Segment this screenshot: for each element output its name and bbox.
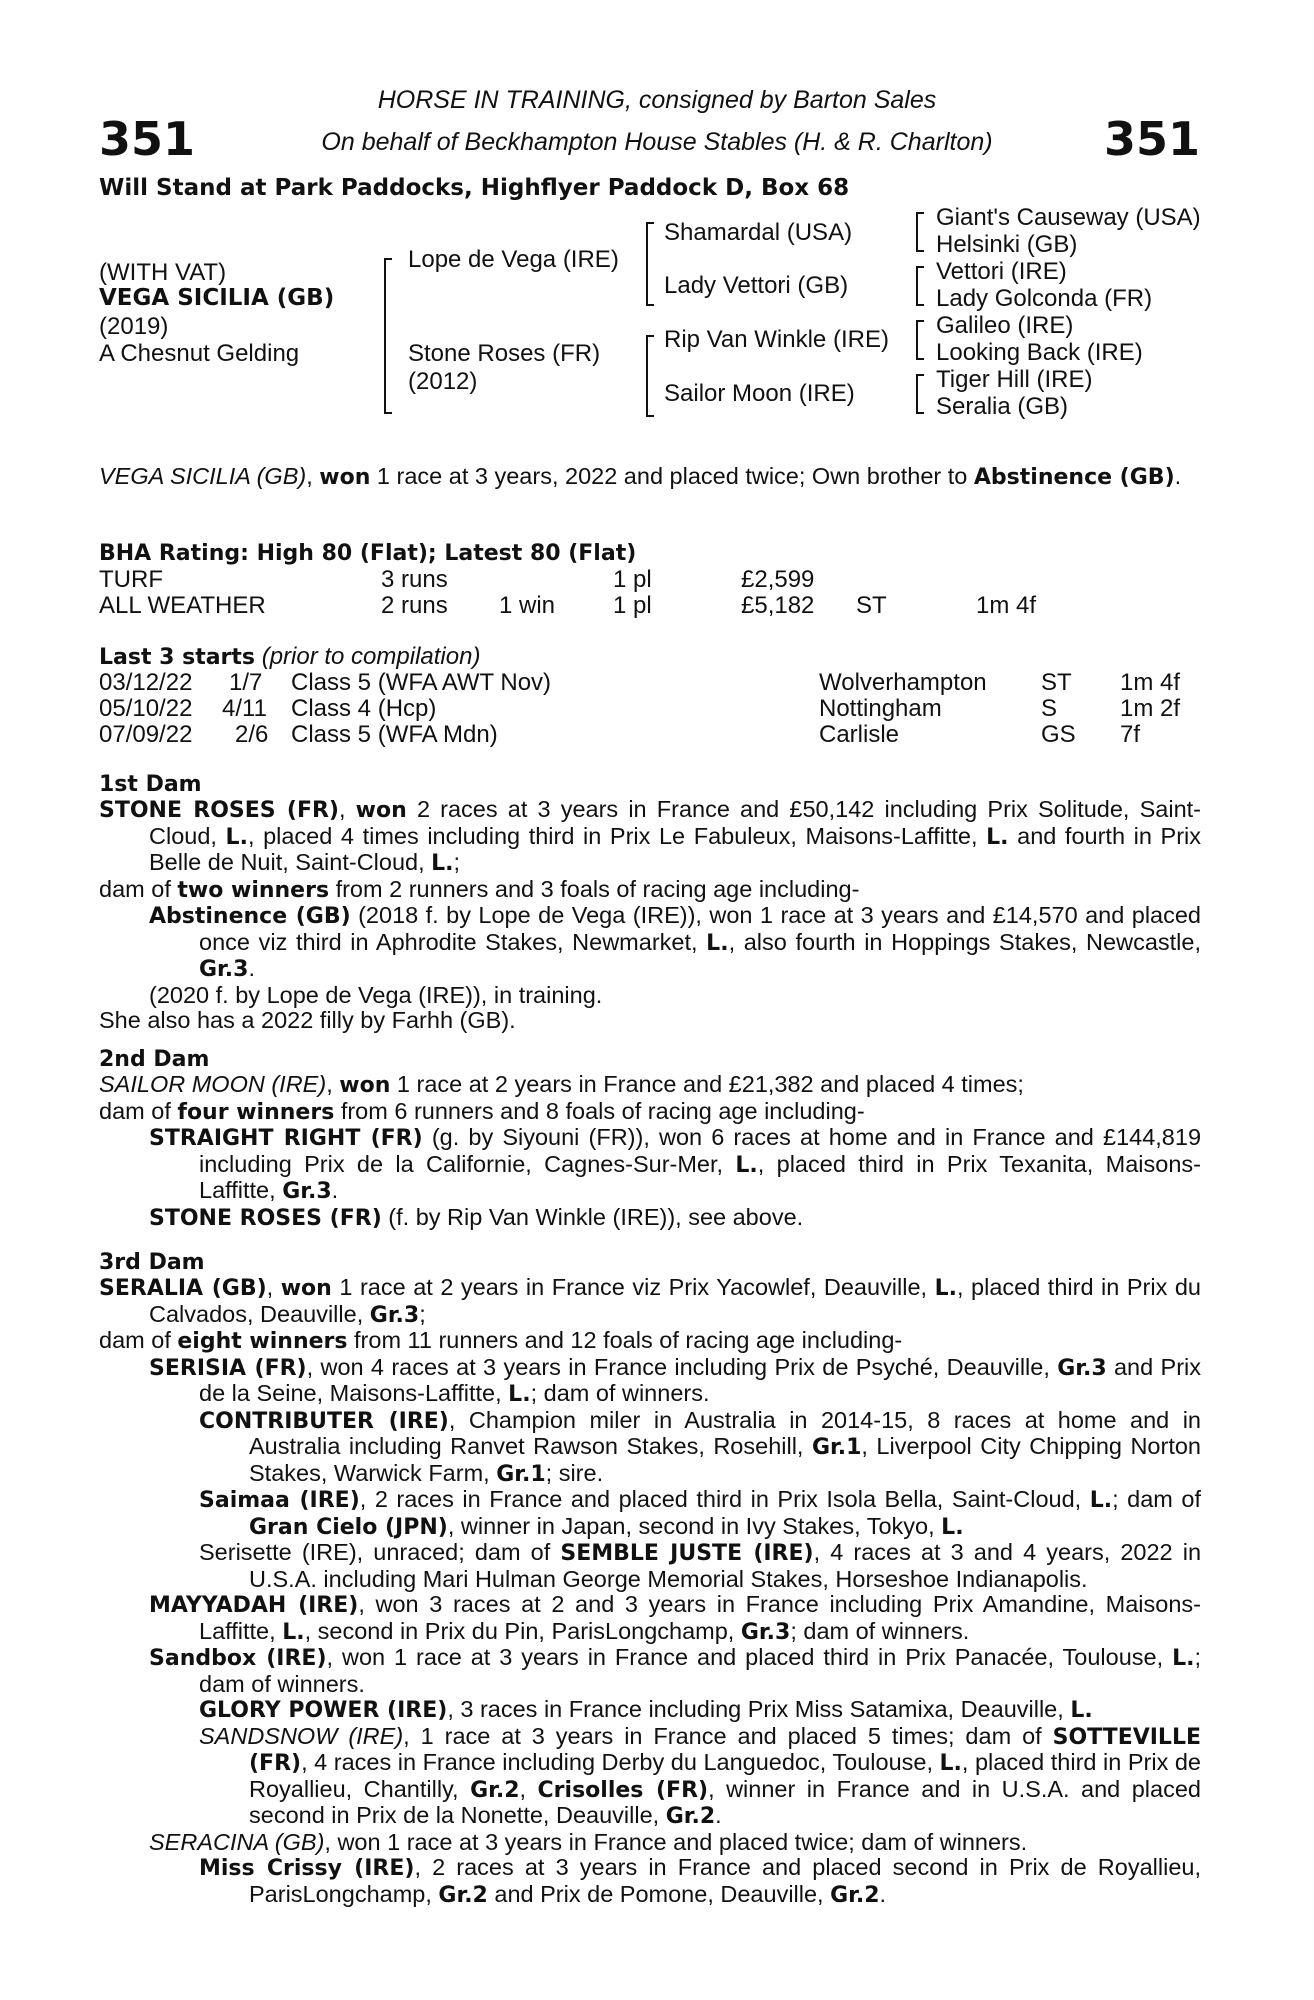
dam1-damof: dam of (99, 875, 171, 902)
group-mark: Gr.2 (438, 1882, 488, 1908)
group-mark: Gr.3 (199, 957, 249, 982)
dam3-section (99, 1275, 1201, 1908)
horse-name: VEGA SICILIA (GB) (99, 285, 335, 311)
dam2-damof: dam of (99, 1097, 171, 1124)
produce-text: , winner in Japan, second in Ivy Stakes, Tokyo, (447, 1512, 935, 1539)
produce-text: ; dam of winners. (530, 1380, 710, 1406)
listed-mark: L. (735, 1152, 758, 1178)
sire-name: Lope de Vega (IRE) (408, 246, 619, 273)
start-row (99, 695, 1209, 721)
produce-text: , 2 races at 3 years in France and placed second in Prix de Royallieu, ParisLongchamp, (249, 1854, 1201, 1907)
dam2-text: 1 race at 2 years in France and £21,382 and placed 4 times; (396, 1071, 1024, 1097)
dam1-title: 1st Dam (99, 772, 202, 797)
vat-note: (WITH VAT) (99, 259, 227, 286)
group-mark: Gr.3 (740, 1619, 791, 1645)
start-position: 1/7 (229, 669, 263, 696)
dam3-paragraph: SERALIA (GB), won 1 race at 2 years in France viz Prix Yacowlef, Deauville, L., placed third in Prix du Calvados, Deauville, Gr.3; (99, 1274, 1201, 1328)
dam1-produce-2: (2020 f. by Lope de Vega (IRE)), in training. (149, 981, 603, 1008)
sire-sire: Shamardal (USA) (664, 219, 853, 246)
dam1-text: from 2 runners and 3 foals of racing age including- (335, 875, 860, 902)
dam1-produce-line (99, 877, 1201, 904)
start-going: S (1041, 695, 1058, 722)
start-race: Class 5 (WFA AWT Nov) (291, 669, 552, 696)
sandbox-entry (149, 1645, 1201, 1697)
dam1-text: ; (453, 849, 461, 875)
dam2-name: SAILOR MOON (IRE) (99, 1071, 327, 1097)
dam-dam-sire: Tiger Hill (IRE) (936, 366, 1093, 393)
sire-sire-dam: Helsinki (GB) (936, 231, 1078, 258)
produce-name: CONTRIBUTER (IRE) (199, 1408, 449, 1434)
produce-name: Crisolles (FR) (537, 1777, 709, 1803)
produce-name: Sandbox (IRE) (149, 1646, 327, 1671)
start-course: Carlisle (819, 721, 900, 748)
serisia-entry (149, 1355, 1201, 1408)
stand-location: Will Stand at Park Paddocks, Highflyer Paddock D, Box 68 (99, 175, 850, 201)
rating-runs: 2 runs (381, 592, 448, 619)
dam3-winners: eight winners (177, 1329, 348, 1354)
start-race: Class 5 (WFA Mdn) (291, 721, 498, 748)
dam2-won: won (339, 1073, 391, 1098)
start-row (99, 721, 1209, 747)
rating-placed: 1 pl (613, 592, 652, 619)
dam-dam-dam: Seralia (GB) (936, 393, 1069, 420)
dam3-damof: dam of (99, 1327, 171, 1353)
listed-mark: L. (431, 851, 454, 876)
group-mark: Gr.3 (369, 1302, 420, 1328)
listed-mark: L. (1089, 1488, 1113, 1513)
dam2-section (99, 1072, 1201, 1231)
listed-mark: L. (1172, 1646, 1195, 1671)
listed-mark: L. (706, 930, 729, 956)
dam2-produce-1 (149, 1125, 1201, 1205)
start-race: Class 4 (Hcp) (291, 695, 437, 722)
produce-text: ; dam of (1112, 1486, 1201, 1512)
produce-text: , 4 races at 3 and 4 years, 2022 in U.S.A. including Mari Hulman George Memorial Stakes, Horseshoe Indianapolis. (249, 1539, 1202, 1592)
produce-name: GLORY POWER (IRE) (199, 1698, 448, 1723)
listed-mark: L. (282, 1619, 305, 1645)
produce-name: SANDSNOW (IRE) (199, 1722, 404, 1749)
pedigree-brace-6 (916, 320, 924, 360)
listed-mark: L. (941, 1514, 964, 1540)
rating-surface: TURF (99, 566, 163, 593)
produce-text: , 3 races in France including Prix Miss Satamixa, Deauville, (447, 1696, 1064, 1722)
rating-prize: £5,182 (741, 592, 815, 619)
sire-dam-sire: Vettori (IRE) (936, 258, 1067, 285)
produce-text: . (879, 1880, 887, 1907)
dam3-name: SERALIA (GB) (99, 1276, 267, 1301)
produce-text: . (248, 955, 255, 981)
rating-prize: £2,599 (741, 566, 815, 593)
produce-name: SEMBLE JUSTE (IRE) (560, 1541, 814, 1566)
pedigree-brace-5 (916, 266, 924, 306)
listed-mark: L. (934, 1276, 957, 1301)
pedigree-brace-4 (916, 212, 924, 252)
dam3-text: from 11 runners and 12 foals of racing age including- (354, 1327, 903, 1353)
rating-surface: ALL WEATHER (99, 592, 266, 619)
lot-number-left: 351 (99, 112, 196, 166)
listed-mark: L. (1070, 1698, 1093, 1723)
pedigree-brace-7 (916, 374, 924, 414)
produce-name: MAYYADAH (IRE) (149, 1593, 359, 1618)
produce-text: , winner in France and in U.S.A. and placed second in Prix de la Nonette, Deauville, (249, 1775, 1201, 1828)
produce-name: Gran Cielo (JPN) (249, 1514, 448, 1540)
dam3-text: ; (419, 1300, 426, 1327)
produce-text: (f. by Rip Van Winkle (IRE)), see above. (388, 1203, 804, 1230)
dam2-paragraph: SAILOR MOON (IRE), won 1 race at 2 years in France and £21,382 and placed 4 times; (99, 1071, 1024, 1098)
produce-text: , won 1 race at 3 years in France and placed third in Prix Panacée, Toulouse, (326, 1644, 1164, 1670)
dam3-text: 1 race at 2 years in France viz Prix Yacowlef, Deauville, (339, 1274, 928, 1300)
dam1-produce-1 (149, 903, 1201, 983)
produce-text: Serisette (IRE), unraced; dam of (199, 1539, 551, 1565)
produce-text: . (715, 1802, 722, 1828)
produce-text: , Liverpool City Chipping Norton Stakes, Warwick Farm, (249, 1433, 1201, 1486)
dam-sire-dam: Looking Back (IRE) (936, 339, 1143, 366)
start-course: Nottingham (819, 695, 942, 722)
listed-mark: L. (986, 824, 1009, 850)
dam-sire: Rip Van Winkle (IRE) (664, 326, 889, 353)
group-mark: Gr.2 (830, 1882, 880, 1908)
produce-text: ; sire. (545, 1459, 604, 1486)
start-position: 2/6 (235, 721, 269, 748)
dam1-text: , placed 4 times including third in Prix Le Fabuleux, Maisons-Laffitte, (247, 822, 978, 849)
dam3-title: 3rd Dam (99, 1250, 205, 1275)
rating-row-turf (99, 566, 1209, 592)
listed-mark: L. (508, 1382, 531, 1407)
group-mark: Gr.2 (470, 1777, 520, 1803)
start-row (99, 669, 1209, 695)
produce-text: (2018 f. by Lope de Vega (IRE)), won 1 race at 3 years and £14,570 and placed once viz third in Aphrodite Stakes, Newmarket, (199, 902, 1202, 955)
intro-won: won (319, 465, 371, 490)
stable-line: On behalf of Beckhampton House Stables (H. & R. Charlton) (321, 128, 993, 156)
produce-text: , (519, 1775, 527, 1802)
dam-sire-sire: Galileo (IRE) (936, 312, 1074, 339)
saimaa-entry (199, 1487, 1201, 1540)
produce-text: , Champion miler in Australia in 2014-15, 8 races at home and in Australia including Ranvet Rawson Stakes, Rosehill, (249, 1406, 1201, 1459)
rating-row-aw (99, 592, 1209, 618)
dam-dam: Sailor Moon (IRE) (664, 380, 855, 407)
produce-text: , also fourth in Hoppings Stakes, Newcastle, (728, 928, 1201, 955)
starts-note: (prior to compilation) (261, 643, 481, 670)
dam1-paragraph: STONE ROSES (FR), won 2 races at 3 years in France and £50,142 including Prix Solitude, Saint-Cloud, L., placed 4 times including third in Prix Le Fabuleux, Maisons-Laffitte, L. and fourth in Prix Belle de Nuit, Saint-Cloud, L.; (99, 796, 1201, 876)
start-date: 03/12/22 (99, 669, 193, 696)
start-distance: 1m 2f (1120, 695, 1181, 722)
produce-text: and Prix de la Seine, Maisons-Laffitte, (199, 1353, 1201, 1406)
dam1-produce-3: She also has a 2022 filly by Farhh (GB). (99, 1007, 516, 1033)
produce-name: Saimaa (IRE) (199, 1488, 360, 1513)
group-mark: Gr.2 (665, 1804, 716, 1829)
group-mark: Gr.1 (496, 1461, 546, 1487)
intro-brother: Abstinence (GB) (973, 465, 1175, 490)
sire-sire-sire: Giant's Causeway (USA) (936, 204, 1201, 231)
dam1-section (99, 797, 1201, 1034)
listed-mark: L. (225, 824, 248, 850)
contributer-entry (199, 1408, 1201, 1488)
dam1-text: and fourth in Prix Belle de Nuit, Saint-Cloud, (149, 822, 1201, 875)
dam3-text: , placed third in Prix du Calvados, Deauville, (149, 1274, 1201, 1327)
group-mark: Gr.1 (811, 1435, 862, 1460)
start-going: GS (1041, 721, 1076, 748)
dam2-text: from 6 runners and 8 foals of racing age including- (340, 1097, 865, 1124)
rating-title: BHA Rating: High 80 (Flat); Latest 80 (Flat) (99, 541, 637, 566)
rating-placed: 1 pl (613, 566, 652, 593)
produce-name: SOTTEVILLE (FR) (249, 1724, 1201, 1776)
pedigree-brace-1 (384, 258, 392, 414)
produce-text: . (331, 1177, 339, 1203)
group-mark: Gr.3 (282, 1179, 332, 1204)
start-distance: 7f (1120, 721, 1141, 748)
produce-text: and Prix de Pomone, Deauville, (494, 1880, 824, 1907)
produce-text: , won 3 races at 2 and 3 years in France including Prix Amandine, Maisons-Laffitte, (199, 1591, 1201, 1644)
rating-going: ST (856, 592, 887, 619)
start-date: 05/10/22 (99, 695, 193, 722)
pedigree-brace-2 (646, 222, 654, 306)
consignor-line: HORSE IN TRAINING, consigned by Barton Sales (377, 86, 937, 114)
miss-crissy-entry (199, 1855, 1201, 1908)
intro-text: 1 race at 3 years, 2022 and placed twice; Own brother to (376, 463, 968, 489)
produce-name: SERACINA (GB) (149, 1828, 325, 1855)
rating-runs: 3 runs (381, 566, 448, 593)
start-date: 07/09/22 (99, 721, 193, 748)
produce-text: , placed third in Prix de Royallieu, Chantilly, (249, 1749, 1201, 1802)
produce-text: , second in Prix du Pin, ParisLongchamp, (304, 1617, 735, 1644)
horse-description: A Chesnut Gelding (99, 340, 300, 367)
sire-dam: Lady Vettori (GB) (664, 272, 849, 299)
start-distance: 1m 4f (1120, 669, 1181, 696)
start-course: Wolverhampton (819, 669, 987, 696)
dam2-produce-2 (149, 1205, 1201, 1232)
produce-text: , 4 races in France including Derby du Languedoc, Toulouse, (301, 1749, 933, 1775)
starts-header (99, 643, 480, 671)
produce-text: , won 4 races at 3 years in France including Prix de Psyché, Deauville, (306, 1353, 1050, 1380)
produce-text: ; dam of winners. (199, 1644, 1201, 1697)
produce-text: , placed third in Prix Texanita, Maisons-Laffitte, (199, 1150, 1201, 1203)
produce-name: STRAIGHT RIGHT (FR) (149, 1126, 423, 1151)
pedigree-brace-3 (646, 335, 654, 417)
produce-text: (g. by Siyouni (FR)), won 6 races at home and in France and £144,819 including Prix de la Californie, Cagnes-Sur-Mer, (199, 1124, 1202, 1177)
start-going: ST (1041, 669, 1072, 696)
horse-year: (2019) (99, 313, 169, 340)
sire-dam-dam: Lady Golconda (FR) (936, 285, 1153, 312)
sandsnow-entry (199, 1724, 1201, 1830)
dam2-title: 2nd Dam (99, 1047, 210, 1072)
produce-name: Miss Crissy (IRE) (199, 1856, 415, 1881)
produce-text: , 1 race at 3 years in France and placed 5 times; dam of (403, 1722, 1042, 1749)
dam3-produce-line (99, 1328, 1201, 1355)
seracina-entry (149, 1830, 1201, 1856)
produce-text: , 2 races in France and placed third in Prix Isola Bella, Saint-Cloud, (359, 1486, 1082, 1512)
intro-horse-name: VEGA SICILIA (GB) (99, 463, 307, 489)
produce-text: , won 1 race at 3 years in France and placed twice; dam of winners. (324, 1828, 1028, 1855)
group-mark: Gr.3 (1057, 1355, 1107, 1381)
mayyadah-entry (149, 1592, 1201, 1645)
produce-name: SERISIA (FR) (149, 1355, 307, 1381)
dam1-text: 2 races at 3 years in France and £50,142 including Prix Solitude, Saint-Cloud, (149, 796, 1201, 849)
dam-name: Stone Roses (FR) (408, 340, 601, 367)
dam1-name: STONE ROSES (FR) (99, 798, 339, 823)
intro-paragraph: VEGA SICILIA (GB), won 1 race at 3 years, 2022 and placed twice; Own brother to Abstinence (GB). (99, 463, 1182, 490)
produce-text: ; dam of winners. (790, 1617, 970, 1644)
starts-title: Last 3 starts (99, 645, 256, 670)
rating-distance: 1m 4f (976, 592, 1037, 619)
dam2-winners: four winners (177, 1099, 335, 1125)
start-position: 4/11 (222, 695, 267, 722)
listed-mark: L. (939, 1751, 962, 1776)
rating-wins: 1 win (499, 592, 556, 619)
glory-power-entry (199, 1697, 1201, 1724)
produce-name: Abstinence (GB) (149, 904, 351, 929)
dam3-won: won (280, 1276, 332, 1301)
dam1-won: won (355, 798, 407, 823)
dam1-winners: two winners (177, 877, 330, 903)
dam2-produce-line (99, 1099, 1201, 1126)
produce-name: STONE ROSES (FR) (149, 1205, 382, 1231)
intro-end: . (1174, 463, 1182, 489)
dam-year: (2012) (408, 368, 478, 395)
lot-number-right: 351 (1103, 112, 1200, 166)
serisette-entry (199, 1540, 1201, 1592)
